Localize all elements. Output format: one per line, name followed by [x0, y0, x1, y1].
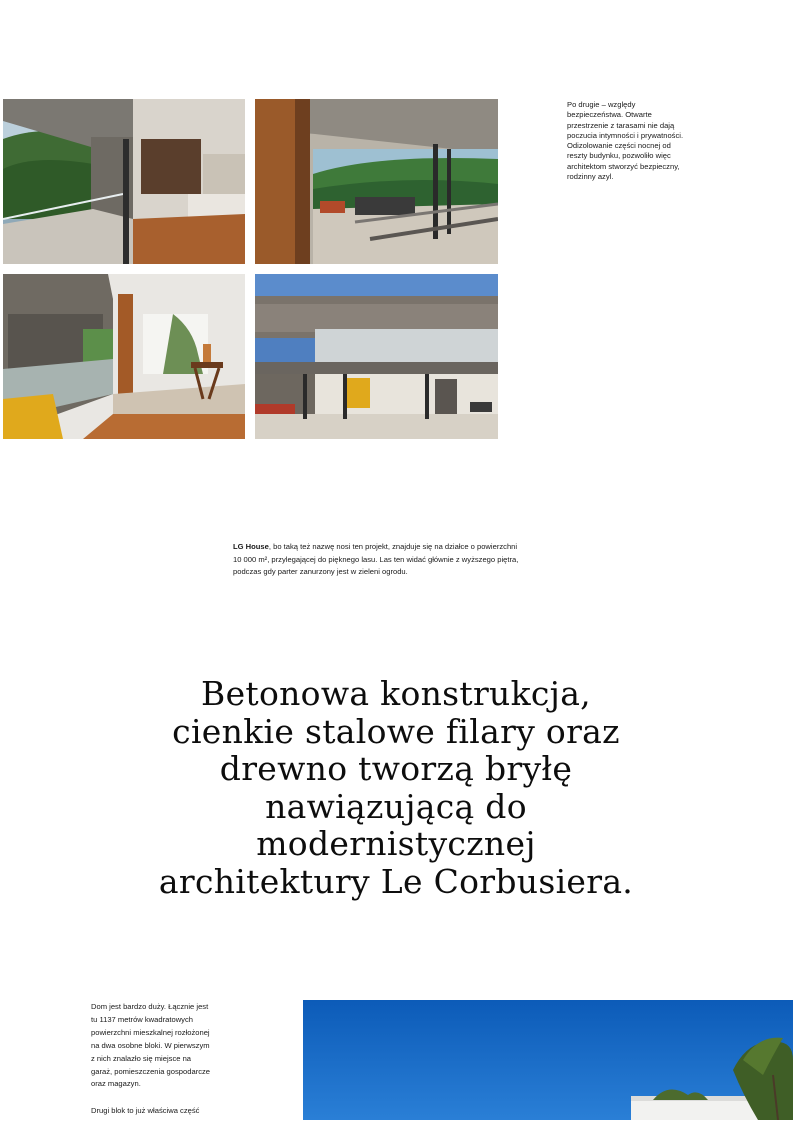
- house-exterior-photo[interactable]: [303, 1000, 793, 1120]
- lead-line-2: 10 000 m², przylegającej do pięknego lasu. Las ten widać głównie z wyższego piętra,: [233, 554, 519, 564]
- body-line: Drugi blok to już właściwa część: [91, 1106, 200, 1116]
- body-text: [91, 1001, 241, 1132]
- gallery-photo-terrace[interactable]: [3, 99, 245, 264]
- lead-paragraph: [233, 541, 573, 579]
- gallery-photo-facade[interactable]: [255, 274, 498, 439]
- body-line: garaż, pomieszczenia gospodarcze: [91, 1066, 211, 1076]
- facade-photo-icon: [255, 274, 498, 439]
- lead-line-1: , bo taką też nazwę nosi ten projekt, znajduje się na działce o powierzchni: [268, 542, 518, 551]
- body-line: tu 1137 metrów kwadratowych: [91, 1014, 193, 1024]
- living-room-photo-icon: [255, 99, 498, 264]
- house-exterior-photo-icon: [303, 1000, 793, 1120]
- body-line: oraz magazyn.: [91, 1079, 141, 1089]
- pull-quote-line: drewno tworzą bryłę: [219, 749, 573, 788]
- side-note-line: bezpieczeństwa. Otwarte: [567, 110, 652, 120]
- body-line: powierzchni mieszkalnej rozłożonej: [91, 1027, 210, 1037]
- body-paragraph-2: [91, 1105, 241, 1118]
- body-line: na dwa osobne bloki. W pierwszym: [91, 1040, 210, 1050]
- side-note-line: reszty budynku, pozwoliło więc: [567, 151, 671, 161]
- terrace-photo-icon: [3, 99, 245, 264]
- gallery-photo-living-room[interactable]: [255, 99, 498, 264]
- corridor-photo-icon: [3, 274, 245, 439]
- side-note-line: Odizolowanie części nocnej od: [567, 141, 671, 151]
- pull-quote-line: modernistycznej: [256, 824, 536, 863]
- side-note-line: architektom stworzyć bezpieczny,: [567, 161, 680, 171]
- lead-line-3: podczas gdy parter zanurzony jest w zieleni ogrodu.: [233, 567, 408, 577]
- side-note-line: Po drugie – względy: [567, 100, 636, 109]
- side-note: [567, 100, 712, 182]
- body-line: Dom jest bardzo duży. Łącznie jest: [91, 1002, 209, 1011]
- side-note-line: rodzinny azyl.: [567, 172, 614, 182]
- pull-quote-line: cienkie stalowe filary oraz: [172, 711, 620, 751]
- side-note-line: poczucia intymności i prywatności.: [567, 130, 684, 140]
- project-name: LG House: [233, 542, 269, 551]
- pull-quote-line: Betonowa konstrukcja,: [201, 674, 591, 713]
- pull-quote-line: nawiązującą do: [265, 786, 527, 826]
- pull-quote-line: architektury Le Corbusiera.: [158, 861, 634, 901]
- body-paragraph-1: [91, 1001, 241, 1091]
- gallery-photo-corridor[interactable]: [3, 274, 245, 439]
- pull-quote: [96, 675, 696, 900]
- body-line: z nich znalazło się miejsce na: [91, 1053, 192, 1063]
- side-note-line: przestrzenie z tarasami nie dają: [567, 120, 675, 130]
